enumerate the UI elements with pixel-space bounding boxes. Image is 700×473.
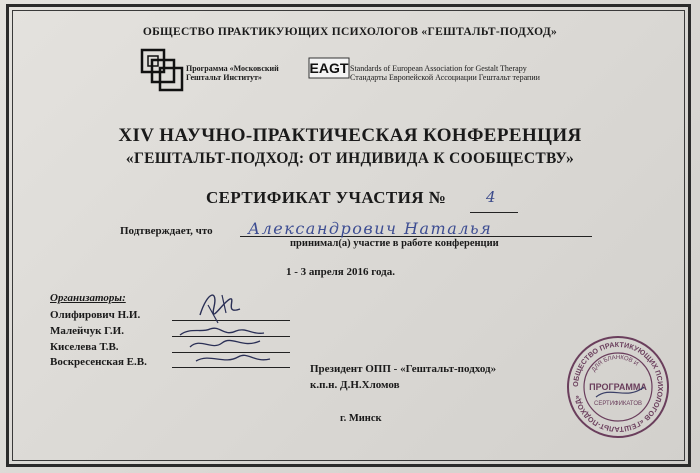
organizer-name: Малейчук Г.И. <box>50 325 124 337</box>
city: г. Минск <box>340 413 382 424</box>
mgi-line-1: Программа «Московский <box>186 64 279 73</box>
participant-name: Александрович Наталья <box>248 219 493 238</box>
svg-text:ОБЩЕСТВО ПРАКТИКУЮЩИХ ПСИХОЛОГ: ОБЩЕСТВО ПРАКТИКУЮЩИХ ПСИХОЛОГОВ «ГЕШТАЛЬТ-ПОДХОД» <box>570 339 666 435</box>
svg-text:ДЛЯ БЛАНКОВ И: ДЛЯ БЛАНКОВ И <box>591 354 640 374</box>
mgi-program-label <box>186 64 279 82</box>
certificate-number: 4 <box>486 188 496 206</box>
president-name: к.п.н. Д.Н.Хломов <box>310 379 400 391</box>
society-header: ОБЩЕСТВО ПРАКТИКУЮЩИХ ПСИХОЛОГОВ «ГЕШТАЛЬТ-ПОДХОД» <box>142 26 558 38</box>
organizer-name: Киселева Т.В. <box>50 341 119 353</box>
confirms-label: Подтверждает, что <box>120 225 213 237</box>
participation-text: принимал(а) участие в работе конференции <box>290 238 499 249</box>
conference-title: XIV НАУЧНО-ПРАКТИЧЕСКАЯ КОНФЕРЕНЦИЯ <box>118 125 582 146</box>
seal-stamp <box>566 335 670 439</box>
president-title: Президент ОПП - «Гештальт-подход» <box>310 363 497 375</box>
mgi-line-2: Гештальт Институт» <box>186 73 262 82</box>
eagt-standards-label <box>350 64 540 82</box>
organizers-title: Организаторы: <box>50 292 126 304</box>
eagt-logo-icon <box>307 55 355 81</box>
organizer-name: Воскресенская Е.В. <box>50 356 147 368</box>
eagt-line-2: Стандарты Европейской Ассоциации Гештальт терапии <box>350 73 540 82</box>
mgi-logo-icon <box>140 48 184 94</box>
conference-theme: «ГЕШТАЛЬТ-ПОДХОД: ОТ ИНДИВИДА К СООБЩЕСТВУ» <box>125 150 575 167</box>
svg-text:ПРОГРАММА: ПРОГРАММА <box>589 382 647 392</box>
svg-text:СЕРТИФИКАТОВ: СЕРТИФИКАТОВ <box>593 401 643 407</box>
certificate-title: СЕРТИФИКАТ УЧАСТИЯ № <box>205 188 447 207</box>
eagt-line-1: Standards of European Association for Gestalt Therapy <box>350 64 527 73</box>
organizer-name: Олифирович Н.И. <box>50 309 141 321</box>
conference-dates: 1 - 3 апреля 2016 года. <box>286 266 395 278</box>
organizer-signatures <box>160 285 280 375</box>
svg-text:EAGT: EAGT <box>309 60 349 76</box>
